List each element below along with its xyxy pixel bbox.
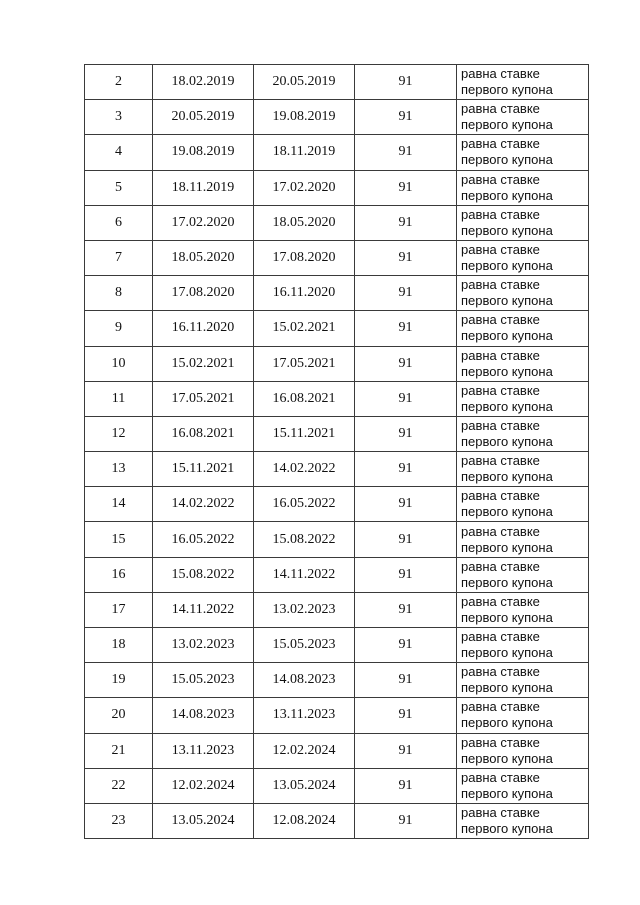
coupon-rate-line-1: равна ставке (461, 453, 540, 469)
period-end-date-cell: 16.05.2022 (254, 487, 355, 522)
table-row (85, 240, 589, 275)
table-row (85, 100, 589, 135)
coupon-rate-line-1: равна ставке (461, 136, 540, 152)
period-start-date-cell: 17.05.2021 (153, 381, 254, 416)
period-end-date-cell: 13.11.2023 (254, 698, 355, 733)
period-start-date-cell: 17.02.2020 (153, 205, 254, 240)
period-start-date-cell: 16.05.2022 (153, 522, 254, 557)
coupon-rate-line-1: равна ставке (461, 805, 540, 821)
period-days-cell: 91 (355, 592, 457, 627)
table-row (85, 65, 589, 100)
period-start-date-cell: 16.11.2020 (153, 311, 254, 346)
period-end-date-cell: 16.11.2020 (254, 276, 355, 311)
coupon-rate-cell (457, 276, 589, 311)
table-row (85, 276, 589, 311)
coupon-rate-cell (457, 65, 589, 100)
period-days-cell: 91 (355, 170, 457, 205)
coupon-rate-line-1: равна ставке (461, 277, 540, 293)
table-row (85, 381, 589, 416)
period-days-cell: 91 (355, 522, 457, 557)
coupon-number-cell: 20 (85, 698, 153, 733)
table-row (85, 733, 589, 768)
period-days-cell: 91 (355, 311, 457, 346)
period-days-cell: 91 (355, 65, 457, 100)
period-end-date-cell: 15.02.2021 (254, 311, 355, 346)
coupon-rate-line-2: первого купона (461, 82, 553, 98)
coupon-number-cell: 9 (85, 311, 153, 346)
coupon-rate-line-2: первого купона (461, 258, 553, 274)
table-row (85, 592, 589, 627)
coupon-rate-line-1: равна ставке (461, 523, 540, 539)
period-start-date-cell: 14.11.2022 (153, 592, 254, 627)
period-start-date-cell: 14.08.2023 (153, 698, 254, 733)
coupon-rate-line-2: первого купона (461, 117, 553, 133)
period-end-date-cell: 17.05.2021 (254, 346, 355, 381)
coupon-number-cell: 16 (85, 557, 153, 592)
coupon-rate-line-1: равна ставке (461, 382, 540, 398)
coupon-rate-cell (457, 452, 589, 487)
period-start-date-cell: 14.02.2022 (153, 487, 254, 522)
coupon-rate-line-2: первого купона (461, 574, 553, 590)
coupon-rate-line-1: равна ставке (461, 417, 540, 433)
table-row (85, 135, 589, 170)
period-days-cell: 91 (355, 135, 457, 170)
table-row (85, 416, 589, 451)
period-days-cell: 91 (355, 768, 457, 803)
period-days-cell: 91 (355, 557, 457, 592)
coupon-number-cell: 23 (85, 803, 153, 838)
table-row (85, 311, 589, 346)
coupon-number-cell: 14 (85, 487, 153, 522)
coupon-schedule-body (85, 65, 589, 839)
coupon-rate-line-1: равна ставке (461, 66, 540, 82)
coupon-rate-line-1: равна ставке (461, 699, 540, 715)
coupon-rate-cell (457, 768, 589, 803)
coupon-rate-line-2: первого купона (461, 187, 553, 203)
period-start-date-cell: 19.08.2019 (153, 135, 254, 170)
period-start-date-cell: 15.02.2021 (153, 346, 254, 381)
coupon-rate-line-2: первого купона (461, 152, 553, 168)
period-end-date-cell: 12.08.2024 (254, 803, 355, 838)
table-row (85, 522, 589, 557)
coupon-rate-line-2: первого купона (461, 821, 553, 837)
period-end-date-cell: 14.11.2022 (254, 557, 355, 592)
period-days-cell: 91 (355, 416, 457, 451)
coupon-rate-cell (457, 557, 589, 592)
period-days-cell: 91 (355, 487, 457, 522)
coupon-rate-cell (457, 803, 589, 838)
coupon-rate-line-1: равна ставке (461, 312, 540, 328)
table-row (85, 346, 589, 381)
coupon-number-cell: 5 (85, 170, 153, 205)
coupon-rate-cell (457, 628, 589, 663)
coupon-number-cell: 19 (85, 663, 153, 698)
coupon-rate-line-2: первого купона (461, 433, 553, 449)
coupon-rate-line-1: равна ставке (461, 242, 540, 258)
table-row (85, 557, 589, 592)
period-start-date-cell: 17.08.2020 (153, 276, 254, 311)
period-days-cell: 91 (355, 628, 457, 663)
period-days-cell: 91 (355, 663, 457, 698)
period-start-date-cell: 16.08.2021 (153, 416, 254, 451)
coupon-number-cell: 3 (85, 100, 153, 135)
period-start-date-cell: 15.11.2021 (153, 452, 254, 487)
coupon-rate-line-1: равна ставке (461, 558, 540, 574)
coupon-rate-cell (457, 381, 589, 416)
coupon-rate-line-2: первого купона (461, 609, 553, 625)
period-start-date-cell: 18.11.2019 (153, 170, 254, 205)
coupon-rate-cell (457, 311, 589, 346)
period-end-date-cell: 14.02.2022 (254, 452, 355, 487)
coupon-rate-line-1: равна ставке (461, 488, 540, 504)
period-end-date-cell: 15.11.2021 (254, 416, 355, 451)
coupon-number-cell: 8 (85, 276, 153, 311)
period-start-date-cell: 15.08.2022 (153, 557, 254, 592)
coupon-rate-line-1: равна ставке (461, 101, 540, 117)
coupon-rate-cell (457, 733, 589, 768)
period-days-cell: 91 (355, 240, 457, 275)
coupon-rate-line-1: равна ставке (461, 171, 540, 187)
period-days-cell: 91 (355, 100, 457, 135)
period-days-cell: 91 (355, 803, 457, 838)
table-row (85, 170, 589, 205)
coupon-rate-cell (457, 240, 589, 275)
period-days-cell: 91 (355, 381, 457, 416)
period-start-date-cell: 18.02.2019 (153, 65, 254, 100)
period-days-cell: 91 (355, 452, 457, 487)
period-end-date-cell: 18.05.2020 (254, 205, 355, 240)
coupon-rate-cell (457, 663, 589, 698)
period-end-date-cell: 18.11.2019 (254, 135, 355, 170)
coupon-rate-line-2: первого купона (461, 398, 553, 414)
period-end-date-cell: 17.08.2020 (254, 240, 355, 275)
coupon-number-cell: 17 (85, 592, 153, 627)
coupon-rate-cell (457, 487, 589, 522)
coupon-rate-line-1: равна ставке (461, 629, 540, 645)
period-end-date-cell: 16.08.2021 (254, 381, 355, 416)
period-start-date-cell: 13.11.2023 (153, 733, 254, 768)
period-end-date-cell: 13.05.2024 (254, 768, 355, 803)
period-end-date-cell: 17.02.2020 (254, 170, 355, 205)
coupon-rate-line-2: первого купона (461, 715, 553, 731)
coupon-rate-cell (457, 346, 589, 381)
coupon-number-cell: 6 (85, 205, 153, 240)
coupon-number-cell: 7 (85, 240, 153, 275)
coupon-rate-line-2: первого купона (461, 293, 553, 309)
coupon-number-cell: 11 (85, 381, 153, 416)
coupon-rate-cell (457, 698, 589, 733)
period-end-date-cell: 13.02.2023 (254, 592, 355, 627)
coupon-rate-line-1: равна ставке (461, 734, 540, 750)
coupon-number-cell: 13 (85, 452, 153, 487)
coupon-rate-line-2: первого купона (461, 469, 553, 485)
period-start-date-cell: 13.05.2024 (153, 803, 254, 838)
period-start-date-cell: 15.05.2023 (153, 663, 254, 698)
coupon-rate-line-1: равна ставке (461, 769, 540, 785)
period-days-cell: 91 (355, 733, 457, 768)
coupon-rate-cell (457, 522, 589, 557)
coupon-schedule-table (84, 64, 589, 839)
coupon-rate-line-2: первого купона (461, 363, 553, 379)
coupon-rate-cell (457, 592, 589, 627)
period-days-cell: 91 (355, 346, 457, 381)
period-start-date-cell: 13.02.2023 (153, 628, 254, 663)
coupon-rate-cell (457, 135, 589, 170)
coupon-rate-cell (457, 170, 589, 205)
coupon-number-cell: 22 (85, 768, 153, 803)
period-end-date-cell: 20.05.2019 (254, 65, 355, 100)
coupon-rate-line-1: равна ставке (461, 593, 540, 609)
table-row (85, 452, 589, 487)
period-start-date-cell: 20.05.2019 (153, 100, 254, 135)
coupon-number-cell: 4 (85, 135, 153, 170)
table-row (85, 698, 589, 733)
coupon-rate-line-2: первого купона (461, 680, 553, 696)
table-row (85, 663, 589, 698)
table-row (85, 628, 589, 663)
coupon-number-cell: 21 (85, 733, 153, 768)
coupon-number-cell: 15 (85, 522, 153, 557)
coupon-number-cell: 2 (85, 65, 153, 100)
coupon-rate-line-1: равна ставке (461, 347, 540, 363)
period-days-cell: 91 (355, 698, 457, 733)
coupon-rate-cell (457, 205, 589, 240)
period-end-date-cell: 15.08.2022 (254, 522, 355, 557)
coupon-number-cell: 10 (85, 346, 153, 381)
coupon-rate-cell (457, 100, 589, 135)
coupon-number-cell: 18 (85, 628, 153, 663)
period-end-date-cell: 15.05.2023 (254, 628, 355, 663)
table-row (85, 803, 589, 838)
period-end-date-cell: 19.08.2019 (254, 100, 355, 135)
coupon-rate-line-1: равна ставке (461, 664, 540, 680)
period-start-date-cell: 18.05.2020 (153, 240, 254, 275)
period-end-date-cell: 14.08.2023 (254, 663, 355, 698)
coupon-rate-line-2: первого купона (461, 504, 553, 520)
period-days-cell: 91 (355, 276, 457, 311)
period-end-date-cell: 12.02.2024 (254, 733, 355, 768)
table-row (85, 768, 589, 803)
coupon-rate-line-2: первого купона (461, 222, 553, 238)
coupon-rate-line-2: первого купона (461, 750, 553, 766)
table-row (85, 205, 589, 240)
period-days-cell: 91 (355, 205, 457, 240)
coupon-rate-line-1: равна ставке (461, 206, 540, 222)
coupon-rate-line-2: первого купона (461, 785, 553, 801)
coupon-rate-line-2: первого купона (461, 645, 553, 661)
table-row (85, 487, 589, 522)
period-start-date-cell: 12.02.2024 (153, 768, 254, 803)
coupon-rate-line-2: первого купона (461, 539, 553, 555)
coupon-rate-cell (457, 416, 589, 451)
coupon-number-cell: 12 (85, 416, 153, 451)
coupon-rate-line-2: первого купона (461, 328, 553, 344)
